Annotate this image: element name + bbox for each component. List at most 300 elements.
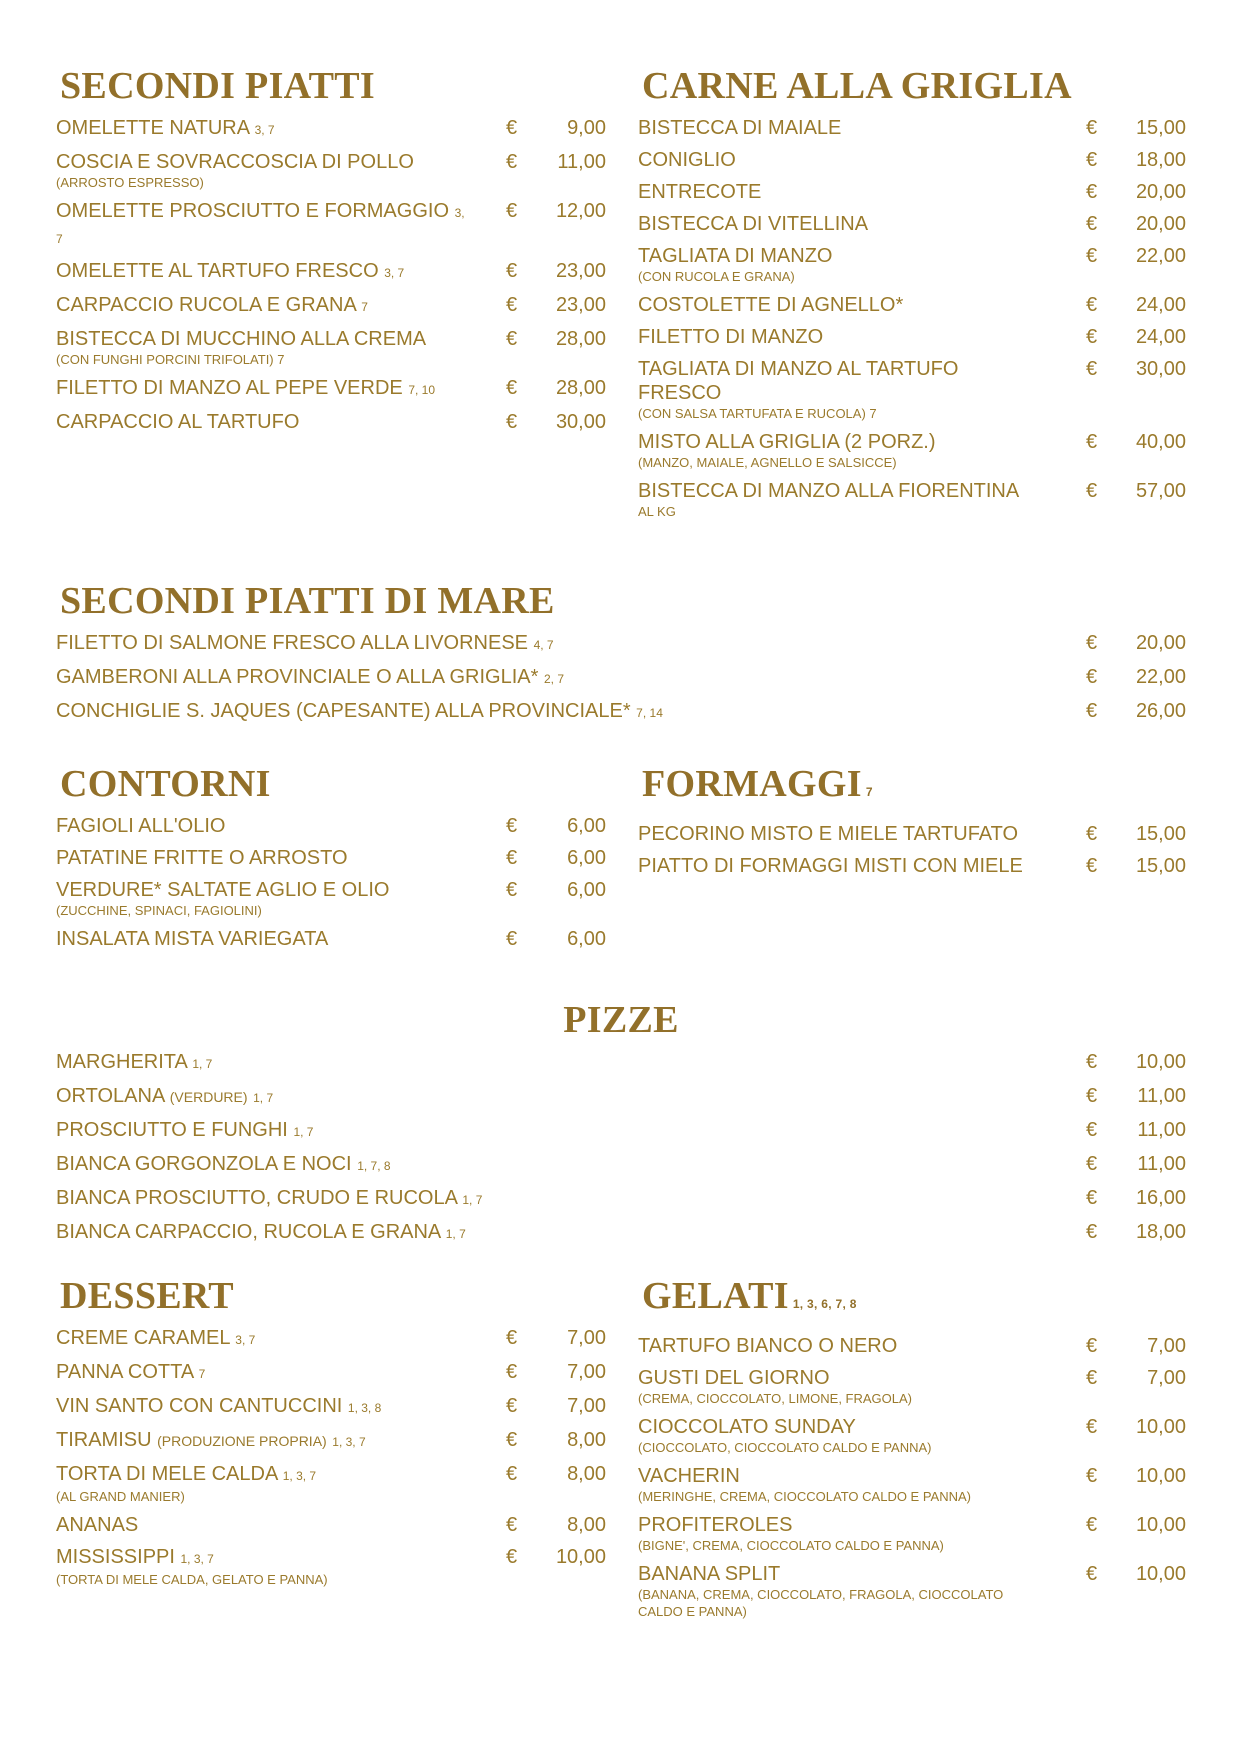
menu-item [638,293,1186,317]
menu-item [56,1152,1186,1178]
item-name: TIRAMISU [56,1429,152,1451]
item-description: (MANZO, MAIALE, AGNELLO E SALSICCE) [638,455,897,470]
section-secondi-mare [56,577,1186,733]
item-description: (CREMA, CIOCCOLATO, LIMONE, FRAGOLA) [638,1391,912,1406]
item-price [506,878,606,902]
currency-symbol: € [1086,1221,1098,1243]
item-price [506,1545,606,1569]
item-description: (TORTA DI MELE CALDA, GELATO E PANNA) [56,1572,328,1587]
item-price [506,293,606,317]
item-name-line [638,854,1046,878]
item-name: BISTECCA DI VITELLINA [638,213,869,235]
item-name-line [56,1050,1046,1076]
menu-item [638,212,1186,236]
menu-item [56,1428,606,1454]
menu-list [638,822,1186,878]
menu-item [56,327,606,368]
item-allergens: 1, 3, 7 [332,1435,366,1449]
menu-item [638,325,1186,349]
item-name-line [638,293,1046,317]
item-name-line [56,1394,466,1420]
item-name: ANANAS [56,1514,139,1536]
menu-list [638,116,1186,520]
menu-item [56,878,606,919]
item-price [1086,699,1186,723]
item-name: PECORINO MISTO E MIELE TARTUFATO [638,823,1019,845]
item-name: INSALATA MISTA VARIEGATA [56,928,329,950]
price-value: 15,00 [1135,117,1186,139]
price-value: 11,00 [1137,1153,1186,1175]
price-value: 7,00 [1147,1335,1186,1357]
menu-item [56,1050,1186,1076]
price-value: 11,00 [1137,1085,1186,1107]
currency-symbol: € [1086,632,1098,654]
item-name: PIATTO DI FORMAGGI MISTI CON MIELE [638,855,1023,877]
item-price [1086,1366,1186,1390]
menu-item [56,376,606,402]
menu-item [56,1186,1186,1212]
item-price [1086,631,1186,655]
currency-symbol: € [1086,480,1098,502]
currency-symbol: € [506,151,518,173]
item-name-line [56,410,466,434]
item-name: BIANCA PROSCIUTTO, CRUDO E RUCOLA [56,1187,457,1209]
section-pizze [56,996,1186,1254]
item-name: GAMBERONI ALLA PROVINCIALE O ALLA GRIGLIA* [56,666,539,688]
menu-item [56,199,606,251]
price-value: 24,00 [1135,326,1186,348]
menu-item [638,822,1186,846]
item-price [1086,212,1186,236]
menu-item [56,699,1186,725]
item-price [506,846,606,870]
item-description: (CIOCCOLATO, CIOCCOLATO CALDO E PANNA) [638,1440,932,1455]
item-description: (MERINGHE, CREMA, CIOCCOLATO CALDO E PANNA) [638,1489,971,1504]
section-secondi-piatti [56,62,606,442]
item-description: (CON FUNGHI PORCINI TRIFOLATI) 7 [56,352,285,367]
currency-symbol: € [506,328,518,350]
item-name: FILETTO DI MANZO AL PEPE VERDE [56,377,403,399]
section-title: SECONDI PIATTI [60,65,375,107]
price-value: 6,00 [567,928,606,950]
item-price [506,1360,606,1384]
item-price [1086,1562,1186,1586]
price-value: 10,00 [1135,1514,1186,1536]
currency-symbol: € [1086,117,1098,139]
item-price [1086,854,1186,878]
price-value: 8,00 [567,1514,606,1536]
currency-symbol: € [1086,1335,1098,1357]
item-price [506,1513,606,1537]
item-allergens: 4, 7 [533,638,554,652]
item-price [506,327,606,351]
item-allergens: 3, 7 [235,1333,256,1347]
item-name: TAGLIATA DI MANZO AL TARTUFO FRESCO [638,358,959,404]
item-name-line [56,1360,466,1386]
item-name: MISSISSIPPI [56,1546,175,1568]
item-name-line [56,814,466,838]
item-price [1086,180,1186,204]
item-price [506,927,606,951]
item-allergens: 1, 7 [192,1057,213,1071]
item-name: COSCIA E SOVRACCOSCIA DI POLLO [56,151,414,173]
menu-item [56,150,606,191]
item-price [506,199,606,223]
item-allergens: 1, 7 [253,1091,274,1105]
item-name-line [638,479,1046,503]
price-value: 7,00 [567,1327,606,1349]
item-allergens: 7, 10 [408,383,436,397]
price-value: 20,00 [1135,181,1186,203]
item-name: BISTECCA DI MAIALE [638,117,842,139]
price-value: 40,00 [1135,431,1186,453]
item-description: AL KG [638,504,676,519]
item-name: FILETTO DI SALMONE FRESCO ALLA LIVORNESE [56,632,528,654]
currency-symbol: € [506,411,518,433]
currency-symbol: € [506,1429,518,1451]
section-title: GELATI 1, 3, 6, 7, 8 [642,1275,857,1317]
currency-symbol: € [1086,245,1098,267]
price-value: 9,00 [567,117,606,139]
item-name-line [56,699,1046,725]
item-name-line [638,1464,1046,1488]
item-name: FILETTO DI MANZO [638,326,824,348]
item-allergens: 1, 3, 7 [180,1552,214,1566]
item-name-line [56,1326,466,1352]
price-value: 6,00 [567,815,606,837]
item-price [1086,430,1186,454]
item-name-line [56,150,466,174]
item-name: CONIGLIO [638,149,736,171]
menu-list [638,1334,1186,1620]
menu-item [638,430,1186,471]
section-title: PIZZE [563,999,679,1041]
section-title: CONTORNI [60,763,271,805]
price-value: 24,00 [1135,294,1186,316]
section-title: SECONDI PIATTI DI MARE [60,580,555,622]
item-name: PROSCIUTTO E FUNGHI [56,1119,288,1141]
menu-item [638,244,1186,285]
price-value: 16,00 [1135,1187,1186,1209]
item-price [506,1428,606,1452]
currency-symbol: € [506,117,518,139]
item-name-line [638,148,1046,172]
item-name-line [638,1562,1046,1586]
title-note: 7 [865,785,873,799]
currency-symbol: € [506,847,518,869]
menu-item [638,1366,1186,1407]
item-note: (PRODUZIONE PROPRIA) [157,1433,327,1449]
item-allergens: 3, 7 [384,266,405,280]
currency-symbol: € [1086,1051,1098,1073]
item-name: COSTOLETTE DI AGNELLO* [638,294,904,316]
currency-symbol: € [1086,294,1098,316]
menu-item [56,814,606,838]
item-description: (BIGNE', CREMA, CIOCCOLATO CALDO E PANNA) [638,1538,944,1553]
section-gelati [638,1272,1186,1628]
item-name-line [638,212,1046,236]
price-value: 28,00 [555,377,606,399]
item-description: (ZUCCHINE, SPINACI, FAGIOLINI) [56,903,262,918]
currency-symbol: € [1086,700,1098,722]
item-name-line [638,1513,1046,1537]
currency-symbol: € [506,260,518,282]
price-value: 30,00 [555,411,606,433]
item-name: MARGHERITA [56,1051,187,1073]
menu-item [638,1464,1186,1505]
price-value: 11,00 [557,151,606,173]
item-name-line [638,325,1046,349]
item-allergens: 1, 7 [445,1227,466,1241]
item-price [506,376,606,400]
item-name-line [56,1220,1046,1246]
item-price [1086,1084,1186,1108]
item-price [1086,293,1186,317]
price-value: 12,00 [555,200,606,222]
item-name: BIANCA GORGONZOLA E NOCI [56,1153,352,1175]
item-allergens: 2, 7 [543,672,564,686]
item-price [506,814,606,838]
item-allergens: 7 [198,1367,206,1381]
currency-symbol: € [1086,823,1098,845]
price-value: 23,00 [555,260,606,282]
price-value: 7,00 [1147,1367,1186,1389]
item-allergens: 1, 3, 8 [347,1401,382,1415]
currency-symbol: € [1086,358,1098,380]
item-price [1086,325,1186,349]
currency-symbol: € [506,928,518,950]
item-allergens: 1, 7 [293,1125,314,1139]
item-price [506,259,606,283]
item-name: CARPACCIO AL TARTUFO [56,411,300,433]
currency-symbol: € [1086,1416,1098,1438]
menu-item [638,854,1186,878]
menu-item [56,1220,1186,1246]
price-value: 10,00 [1135,1465,1186,1487]
item-name: OMELETTE AL TARTUFO FRESCO [56,260,379,282]
price-value: 28,00 [555,328,606,350]
menu-item [56,1513,606,1537]
section-carne-alla-griglia [638,62,1186,528]
currency-symbol: € [1086,1187,1098,1209]
item-name-line [638,1366,1046,1390]
item-name: VIN SANTO CON CANTUCCINI [56,1395,343,1417]
price-value: 8,00 [567,1463,606,1485]
menu-item [56,846,606,870]
currency-symbol: € [506,200,518,222]
item-name-line [638,1334,1046,1358]
item-name-line [638,430,1046,454]
menu-item [638,1415,1186,1456]
item-price [1086,1513,1186,1537]
item-name: GUSTI DEL GIORNO [638,1367,830,1389]
item-name: VACHERIN [638,1465,740,1487]
item-name: VERDURE* SALTATE AGLIO E OLIO [56,879,390,901]
item-name-line [638,357,1046,405]
price-value: 10,00 [1135,1563,1186,1585]
item-price [1086,479,1186,503]
item-name-line [56,631,1046,657]
price-value: 20,00 [1135,632,1186,654]
item-description: (CON RUCOLA E GRANA) [638,269,795,284]
menu-item [56,1326,606,1352]
section-title: CARNE ALLA GRIGLIA [642,65,1072,107]
item-name: CREME CARAMEL [56,1327,230,1349]
item-name-line [638,244,1046,268]
menu-item [638,479,1186,520]
price-value: 10,00 [1135,1416,1186,1438]
price-value: 6,00 [567,847,606,869]
currency-symbol: € [1086,1085,1098,1107]
item-allergens: 3, 7 [56,206,465,246]
item-name: ORTOLANA [56,1085,165,1107]
title-note: 1, 3, 6, 7, 8 [792,1297,857,1311]
menu-item [56,1360,606,1386]
price-value: 15,00 [1135,823,1186,845]
item-name-line [56,846,466,870]
menu-item [56,1394,606,1420]
currency-symbol: € [1086,213,1098,235]
item-price [1086,1186,1186,1210]
item-name-line [56,259,466,285]
menu-item [638,357,1186,422]
item-name-line [56,1084,1046,1110]
section-formaggi [638,760,1186,886]
section-contorni [56,760,606,959]
item-price [1086,665,1186,689]
item-name-line [638,116,1046,140]
currency-symbol: € [506,377,518,399]
item-name-line [56,327,466,351]
section-title: DESSERT [60,1275,234,1317]
currency-symbol: € [1086,855,1098,877]
price-value: 57,00 [1135,480,1186,502]
menu-item [638,1334,1186,1358]
price-value: 26,00 [1135,700,1186,722]
price-value: 20,00 [1135,213,1186,235]
currency-symbol: € [506,879,518,901]
item-price [1086,116,1186,140]
price-value: 22,00 [1135,666,1186,688]
currency-symbol: € [1086,666,1098,688]
item-description: (ARROSTO ESPRESSO) [56,175,204,190]
menu-item [56,1545,606,1588]
item-allergens: 3, 7 [254,123,275,137]
item-name: OMELETTE PROSCIUTTO E FORMAGGIO [56,200,449,222]
price-value: 10,00 [555,1546,606,1568]
price-value: 7,00 [567,1361,606,1383]
item-name-line [56,376,466,402]
currency-symbol: € [506,1361,518,1383]
item-price [506,116,606,140]
menu-list [56,1050,1186,1246]
item-allergens: 1, 7 [462,1193,483,1207]
item-name-line [56,1428,466,1454]
item-name: CIOCCOLATO SUNDAY [638,1416,856,1438]
item-name-line [56,1186,1046,1212]
price-value: 18,00 [1135,149,1186,171]
item-name: PROFITEROLES [638,1514,793,1536]
menu-list [56,1326,606,1588]
menu-item [56,631,1186,657]
item-name: TORTA DI MELE CALDA [56,1463,278,1485]
menu-item [638,1513,1186,1554]
item-price [1086,1152,1186,1176]
price-value: 18,00 [1135,1221,1186,1243]
currency-symbol: € [506,815,518,837]
menu-list [56,116,606,434]
item-name-line [638,180,1046,204]
item-price [506,410,606,434]
menu-item [56,410,606,434]
item-name: FAGIOLI ALL'OLIO [56,815,226,837]
item-name-line [56,116,466,142]
currency-symbol: € [1086,1563,1098,1585]
currency-symbol: € [1086,1514,1098,1536]
item-price [1086,148,1186,172]
item-price [506,150,606,174]
item-description: (CON SALSA TARTUFATA E RUCOLA) 7 [638,406,877,421]
currency-symbol: € [1086,1367,1098,1389]
item-name: BISTECCA DI MANZO ALLA FIORENTINA [638,480,1020,502]
item-name-line [56,1152,1046,1178]
item-price [1086,244,1186,268]
item-allergens: 7 [361,300,368,314]
item-price [1086,1334,1186,1358]
item-name: TAGLIATA DI MANZO [638,245,833,267]
item-name: BIANCA CARPACCIO, RUCOLA E GRANA [56,1221,441,1243]
section-dessert [56,1272,606,1596]
item-price [506,1394,606,1418]
item-allergens: 7, 14 [636,706,663,720]
item-name-line [56,1513,466,1537]
currency-symbol: € [1086,181,1098,203]
item-name: ENTRECOTE [638,181,762,203]
menu-item [56,116,606,142]
price-value: 6,00 [567,879,606,901]
price-value: 15,00 [1135,855,1186,877]
item-name-line [56,878,466,902]
item-price [506,1326,606,1350]
currency-symbol: € [506,1327,518,1349]
item-allergens: 1, 7, 8 [357,1159,391,1173]
currency-symbol: € [506,294,518,316]
currency-symbol: € [1086,1465,1098,1487]
currency-symbol: € [1086,1153,1098,1175]
price-value: 22,00 [1135,245,1186,267]
menu-item [56,665,1186,691]
item-name-line [56,293,466,319]
menu-item [56,259,606,285]
item-price [1086,1464,1186,1488]
currency-symbol: € [1086,149,1098,171]
menu-item [638,116,1186,140]
menu-list [56,631,1186,725]
menu-item [56,927,606,951]
item-name: PANNA COTTA [56,1361,194,1383]
menu-item [638,180,1186,204]
menu-item [56,293,606,319]
item-price [1086,1220,1186,1244]
item-price [1086,1050,1186,1074]
menu-item [56,1462,606,1505]
currency-symbol: € [1086,431,1098,453]
price-value: 8,00 [567,1429,606,1451]
currency-symbol: € [506,1463,518,1485]
item-note: (VERDURE) [169,1089,248,1105]
item-name-line [56,665,1046,691]
item-name: BANANA SPLIT [638,1563,781,1585]
